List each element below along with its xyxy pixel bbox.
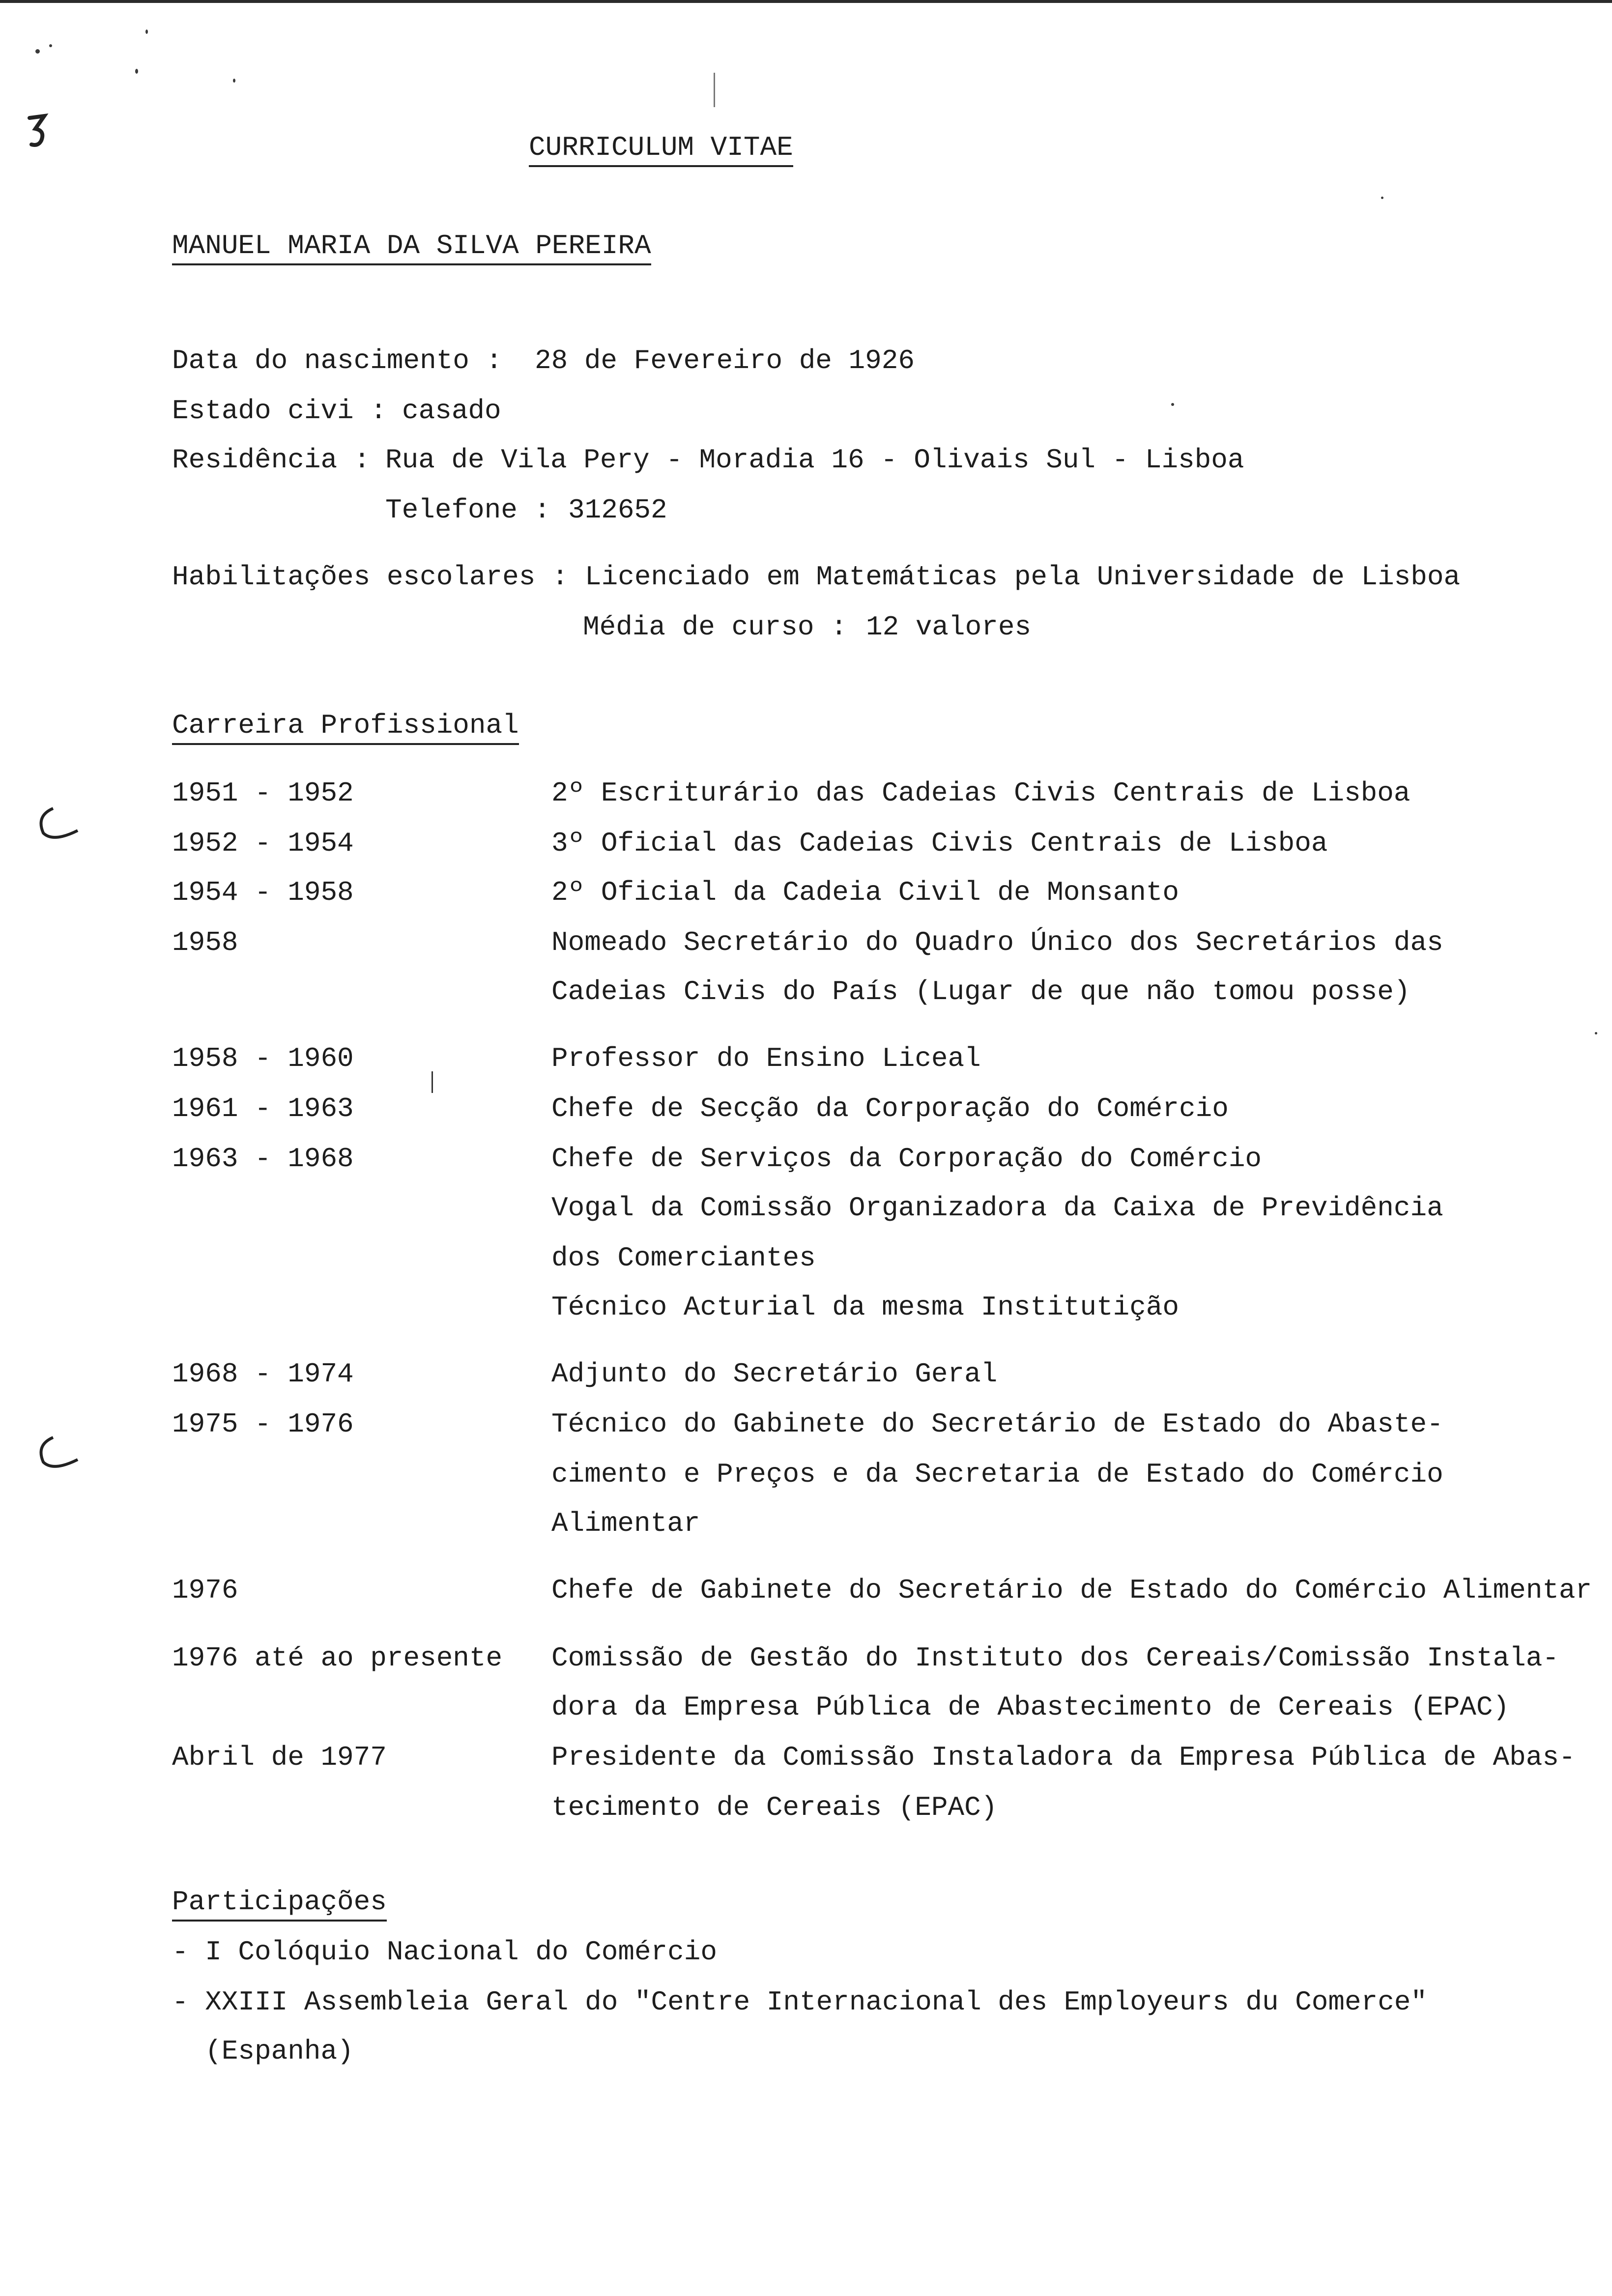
birth-label: Data do nascimento : (172, 345, 503, 376)
career-role: Nomeado Secretário do Quadro Único dos Secretários das (551, 927, 1443, 958)
career-role: Técnico Acturial da mesma Institutição (551, 1292, 1180, 1323)
residence-value: Rua de Vila Pery - Moradia 16 - Olivais Sul - Lisboa (385, 444, 1244, 476)
scan-speck (49, 44, 52, 47)
career-period: 1968 - 1974 (172, 1358, 354, 1390)
punch-hole-mark (33, 1430, 83, 1479)
punch-hole-mark (33, 801, 83, 850)
person-name: MANUEL MARIA DA SILVA PEREIRA (172, 232, 651, 265)
handwritten-mark (25, 112, 54, 151)
career-role: dos Comerciantes (551, 1242, 816, 1274)
career-role: cimento e Preços e da Secretaria de Estado do Comércio (551, 1459, 1443, 1490)
career-period: 1976 até ao presente (172, 1642, 503, 1674)
career-period: 1975 - 1976 (172, 1408, 354, 1440)
phone-value: 312652 (568, 494, 667, 526)
residence-label: Residência : (172, 444, 371, 476)
page-title: CURRICULUM VITAE (529, 134, 793, 167)
career-period: 1951 - 1952 (172, 777, 354, 809)
civil-status-value: casado (402, 395, 501, 427)
career-role: dora da Empresa Pública de Abastecimento de Cereais (EPAC) (551, 1692, 1510, 1723)
education-label: Habilitações escolares : (172, 561, 569, 593)
scan-speck (35, 49, 40, 54)
career-role: Chefe de Serviços da Corporação do Comércio (551, 1143, 1262, 1175)
participations-heading: Participações (172, 1888, 387, 1922)
career-role: Adjunto do Secretário Geral (551, 1358, 998, 1390)
career-role: Cadeias Civis do País (Lugar de que não tomou posse) (551, 976, 1410, 1007)
career-role: Técnico do Gabinete do Secretário de Estado do Abaste- (551, 1408, 1443, 1440)
scan-stroke (714, 73, 715, 107)
career-role: Chefe de Gabinete do Secretário de Estado do Comércio Alimentar (551, 1575, 1592, 1606)
career-period: 1958 (172, 927, 238, 958)
phone-label: Telefone : (385, 494, 551, 526)
birth-value: 28 de Fevereiro de 1926 (535, 345, 915, 376)
career-role: Professor do Ensino Liceal (551, 1043, 981, 1074)
career-role: Chefe de Secção da Corporação do Comércio (551, 1093, 1229, 1124)
career-role: 3º Oficial das Cadeias Civis Centrais de Lisboa (551, 828, 1328, 859)
scan-speck (233, 79, 235, 83)
career-period: 1976 (172, 1575, 238, 1606)
civil-status-label: Estado civi : (172, 395, 387, 427)
scan-speck (1381, 197, 1383, 199)
career-role: Vogal da Comissão Organizadora da Caixa de Previdência (551, 1192, 1443, 1224)
career-role: Comissão de Gestão do Instituto dos Cereais/Comissão Instala- (551, 1642, 1559, 1674)
scan-speck (1595, 1032, 1597, 1034)
scan-speck (145, 29, 148, 34)
career-heading: Carreira Profissional (172, 712, 519, 745)
career-period: Abril de 1977 (172, 1742, 387, 1773)
career-period: 1963 - 1968 (172, 1143, 354, 1175)
education-value: Licenciado em Matemáticas pela Universidade de Lisboa (585, 561, 1461, 593)
career-period: 1954 - 1958 (172, 877, 354, 908)
career-role: Presidente da Comissão Instaladora da Empresa Pública de Abas- (551, 1742, 1576, 1773)
career-role: tecimento de Cereais (EPAC) (551, 1792, 998, 1823)
career-period: 1961 - 1963 (172, 1093, 354, 1124)
grade-label: Média de curso : (583, 611, 847, 643)
scan-speck (1171, 403, 1174, 406)
career-role: 2º Escriturário das Cadeias Civis Centrais de Lisboa (551, 777, 1410, 809)
participation-item: - I Colóquio Nacional do Comércio (172, 1936, 717, 1968)
participation-item: - XXIII Assembleia Geral do "Centre Internacional des Employeurs du Comerce" (172, 1986, 1428, 2018)
scan-speck (135, 69, 138, 74)
career-role: Alimentar (551, 1508, 700, 1539)
top-edge-rule (0, 0, 1612, 3)
career-role: 2º Oficial da Cadeia Civil de Monsanto (551, 877, 1180, 908)
career-period: 1952 - 1954 (172, 828, 354, 859)
scan-stroke (432, 1071, 433, 1093)
participation-item: (Espanha) (172, 2036, 354, 2067)
grade-value: 12 valores (866, 611, 1032, 643)
career-period: 1958 - 1960 (172, 1043, 354, 1074)
